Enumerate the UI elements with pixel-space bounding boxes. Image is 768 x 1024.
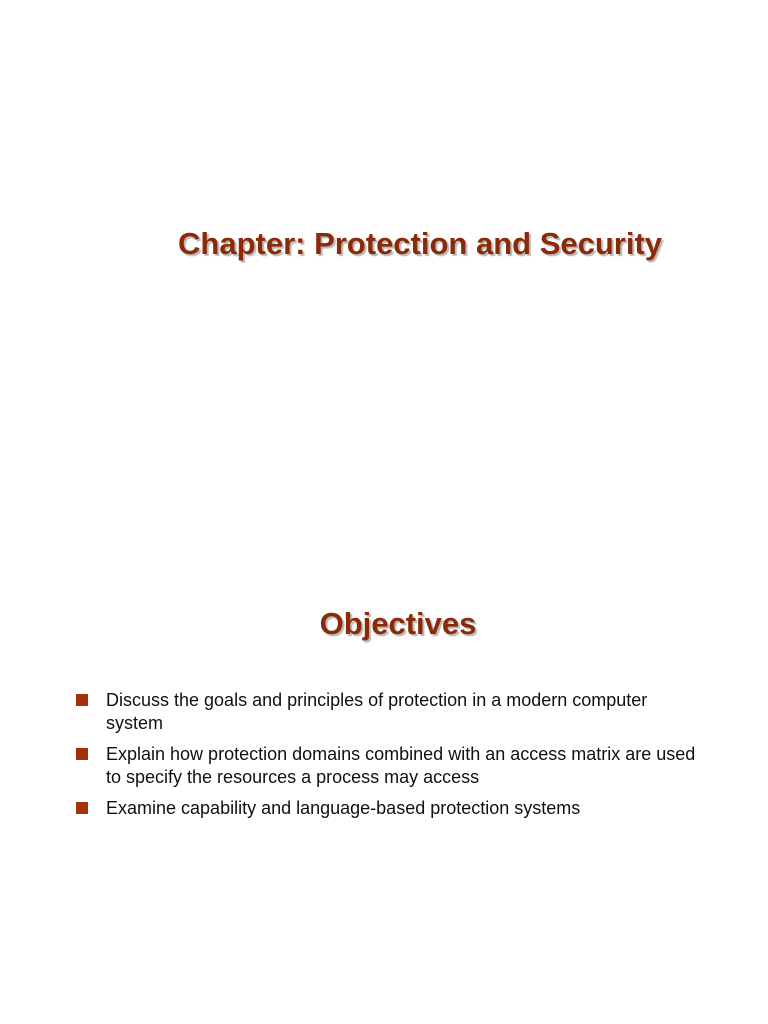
square-bullet-icon [76,802,88,814]
objective-text: Examine capability and language-based protection systems [106,798,581,818]
square-bullet-icon [76,748,88,760]
square-bullet-icon [76,694,88,706]
objective-item [76,797,696,820]
chapter-title: Chapter: Protection and Security [178,226,663,261]
objective-text: Discuss the goals and principles of protection in a modern computer system [106,690,648,733]
objectives-list [76,689,696,828]
objective-item [76,689,696,735]
objective-item [76,743,696,789]
objectives-title: Objectives [319,606,477,641]
objective-text: Explain how protection domains combined with an access matrix are used to specify the resources a process may access [106,744,696,787]
